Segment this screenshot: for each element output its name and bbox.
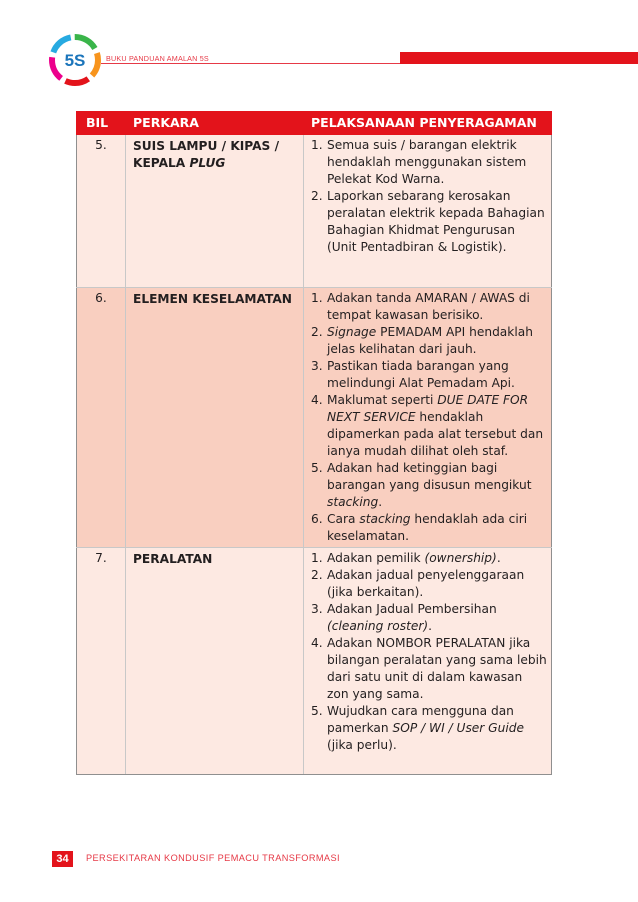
action-item [311,511,547,545]
action-text [327,511,547,545]
action-item [311,188,547,256]
action-text-part: . [428,619,432,633]
action-text-part: Adakan Jadual Pembersihan [327,602,497,616]
action-text-part: Laporkan sebarang kerosakan peralatan elektrik kepada Bahagian Bahagian Khidmat Pengurusan (Unit Pentadbiran & Logistik). [327,189,545,254]
action-text-part: Pastikan tiada barangan yang melindungi Alat Pemadam Api. [327,359,515,390]
action-text [327,324,547,358]
action-number: 1. [311,291,323,305]
action-text [327,290,547,324]
table-row [77,135,552,288]
action-text-part: Semua suis / barangan elektrik hendaklah menggunakan sistem Pelekat Kod Warna. [327,138,527,186]
action-item [311,635,547,703]
action-text-part: . [378,495,383,509]
table-header-row [77,112,552,135]
row-perkara [126,548,304,775]
action-text [327,137,547,188]
action-item [311,358,547,392]
action-item [311,567,547,601]
action-number: 5. [311,704,323,718]
action-text-part: Adakan had ketinggian bagi barangan yang disusun mengikut [327,461,532,492]
action-list [311,290,547,545]
action-text [327,567,547,601]
row-pelaksanaan [304,135,552,288]
action-text-part: Adakan jadual penyelenggaraan (jika berkaitan). [327,568,525,599]
perkara-italic-text: PLUG [189,156,226,170]
action-text-part: Wujudkan cara mengguna dan pamerkan [327,704,514,735]
implementation-table [76,111,552,775]
action-text [327,601,547,635]
action-text-italic: DUE DATE FOR NEXT SERVICE [327,393,529,424]
action-item [311,703,547,754]
row-perkara [126,135,304,288]
action-text-part: Adakan NOMBOR PERALATAN jika bilangan peralatan yang sama lebih dari satu unit di dalam kawasan zon yang sama. [327,636,547,701]
action-text-italic: Signage [327,325,377,339]
5s-logo [48,33,102,87]
row-pelaksanaan [304,288,552,548]
action-number: 1. [311,551,323,565]
action-item [311,601,547,635]
row-number: 5. [77,135,126,288]
action-number: 1. [311,138,323,152]
action-number: 4. [311,393,323,407]
action-item [311,550,547,567]
row-number: 6. [77,288,126,548]
table-row [77,548,552,775]
action-item [311,460,547,511]
header-bil: BIL [77,112,126,135]
action-text-part: (jika perlu). [327,738,397,752]
action-text [327,358,547,392]
action-number: 4. [311,636,323,650]
action-number: 3. [311,359,323,373]
perkara-text: SUIS LAMPU / KIPAS / KEPALA [133,139,280,170]
action-text-part: Adakan tanda AMARAN / AWAS di tempat kawasan berisiko. [327,291,530,322]
action-number: 2. [311,189,323,203]
perkara-text: ELEMEN KESELAMATAN [133,292,292,306]
action-item [311,324,547,358]
action-text-italic: (ownership) [424,551,497,565]
logo-text: 5S [64,51,86,70]
action-number: 3. [311,602,323,616]
header-accent-bar [400,52,638,64]
action-text-italic: (cleaning roster) [327,619,429,633]
action-text [327,635,547,703]
footer-title: PERSEKITARAN KONDUSIF PEMACU TRANSFORMASI [86,853,340,863]
row-pelaksanaan [304,548,552,775]
action-item [311,290,547,324]
action-text [327,550,547,567]
action-text [327,703,547,754]
action-number: 6. [311,512,323,526]
document-title: BUKU PANDUAN AMALAN 5S [106,54,209,63]
action-item [311,392,547,460]
row-number: 7. [77,548,126,775]
action-number: 2. [311,568,323,582]
table-row [77,288,552,548]
action-list [311,137,547,256]
header-rule [101,63,401,64]
action-text [327,392,547,460]
action-text-italic: stacking [327,495,379,509]
header-perkara: PERKARA [126,112,304,135]
header-pelaksanaan: PELAKSANAAN PENYERAGAMAN [304,112,552,135]
action-number: 2. [311,325,323,339]
action-text-part: Maklumat seperti [327,393,438,407]
action-text-italic: stacking [359,512,411,526]
action-item [311,137,547,188]
page-number: 34 [52,851,73,867]
perkara-text: PERALATAN [133,552,213,566]
action-number: 5. [311,461,323,475]
action-text-part: hendaklah ada ciri keselamatan. [327,512,528,543]
action-list [311,550,547,754]
action-text-italic: SOP / WI / User Guide [392,721,524,735]
action-text-part: Cara [327,512,360,526]
action-text-part: hendaklah dipamerkan pada alat tersebut dan ianya mudah dilihat oleh staf. [327,410,544,458]
action-text-part: Adakan pemilik [327,551,425,565]
action-text-part: . [496,551,501,565]
action-text [327,460,547,511]
action-text-part: PEMADAM API hendaklah jelas kelihatan dari jauh. [327,325,533,356]
action-text [327,188,547,256]
row-perkara [126,288,304,548]
